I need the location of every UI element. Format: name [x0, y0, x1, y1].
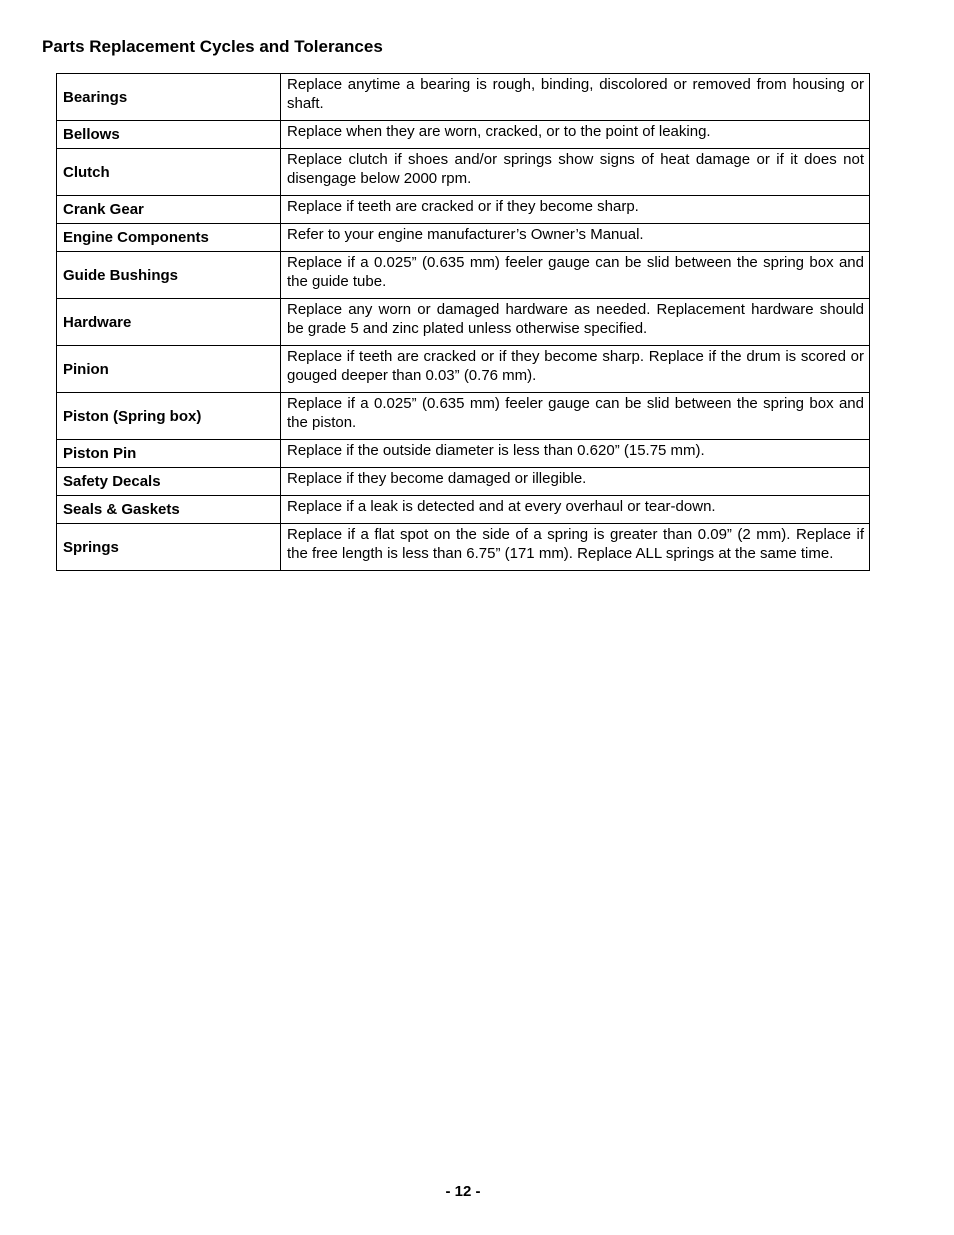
table-row	[57, 468, 870, 496]
table-row	[57, 440, 870, 468]
table-row	[57, 496, 870, 524]
part-name-cell: Clutch	[57, 149, 281, 196]
table-row	[57, 196, 870, 224]
part-description-cell: Replace if the outside diameter is less than 0.620” (15.75 mm).	[281, 440, 870, 468]
part-name-cell: Safety Decals	[57, 468, 281, 496]
table-row	[57, 524, 870, 571]
part-name-cell: Springs	[57, 524, 281, 571]
table-row	[57, 74, 870, 121]
part-description-cell: Replace anytime a bearing is rough, binding, discolored or removed from housing or shaft.	[281, 74, 870, 121]
part-name-cell: Engine Components	[57, 224, 281, 252]
part-name-cell: Bellows	[57, 121, 281, 149]
part-description-cell: Refer to your engine manufacturer’s Owner’s Manual.	[281, 224, 870, 252]
table-row	[57, 252, 870, 299]
part-description-cell: Replace if a 0.025” (0.635 mm) feeler gauge can be slid between the spring box and the guide tube.	[281, 252, 870, 299]
part-description-cell: Replace if they become damaged or illegible.	[281, 468, 870, 496]
table-row	[57, 299, 870, 346]
page-title: Parts Replacement Cycles and Tolerances	[42, 37, 383, 56]
part-name-cell: Guide Bushings	[57, 252, 281, 299]
part-description-cell: Replace if teeth are cracked or if they become sharp. Replace if the drum is scored or gouged deeper than 0.03” (0.76 mm).	[281, 346, 870, 393]
part-name-cell: Hardware	[57, 299, 281, 346]
part-name-cell: Seals & Gaskets	[57, 496, 281, 524]
part-description-cell: Replace if teeth are cracked or if they become sharp.	[281, 196, 870, 224]
part-name-cell: Piston Pin	[57, 440, 281, 468]
part-description-cell: Replace clutch if shoes and/or springs show signs of heat damage or if it does not disengage below 2000 rpm.	[281, 149, 870, 196]
part-description-cell: Replace if a 0.025” (0.635 mm) feeler gauge can be slid between the spring box and the piston.	[281, 393, 870, 440]
part-description-cell: Replace when they are worn, cracked, or to the point of leaking.	[281, 121, 870, 149]
part-description-cell: Replace any worn or damaged hardware as needed. Replacement hardware should be grade 5 and zinc plated unless otherwise specified.	[281, 299, 870, 346]
part-name-cell: Pinion	[57, 346, 281, 393]
table-row	[57, 393, 870, 440]
part-description-cell: Replace if a leak is detected and at every overhaul or tear-down.	[281, 496, 870, 524]
table-row	[57, 224, 870, 252]
parts-replacement-table	[56, 73, 870, 571]
part-name-cell: Bearings	[57, 74, 281, 121]
part-name-cell: Piston (Spring box)	[57, 393, 281, 440]
table-row	[57, 149, 870, 196]
part-name-cell: Crank Gear	[57, 196, 281, 224]
part-description-cell: Replace if a flat spot on the side of a spring is greater than 0.09” (2 mm). Replace if the free length is less than 6.75” (171 mm). Replace ALL springs at the same time.	[281, 524, 870, 571]
table-row	[57, 121, 870, 149]
page-number: - 12 -	[445, 1183, 481, 1200]
table-row	[57, 346, 870, 393]
